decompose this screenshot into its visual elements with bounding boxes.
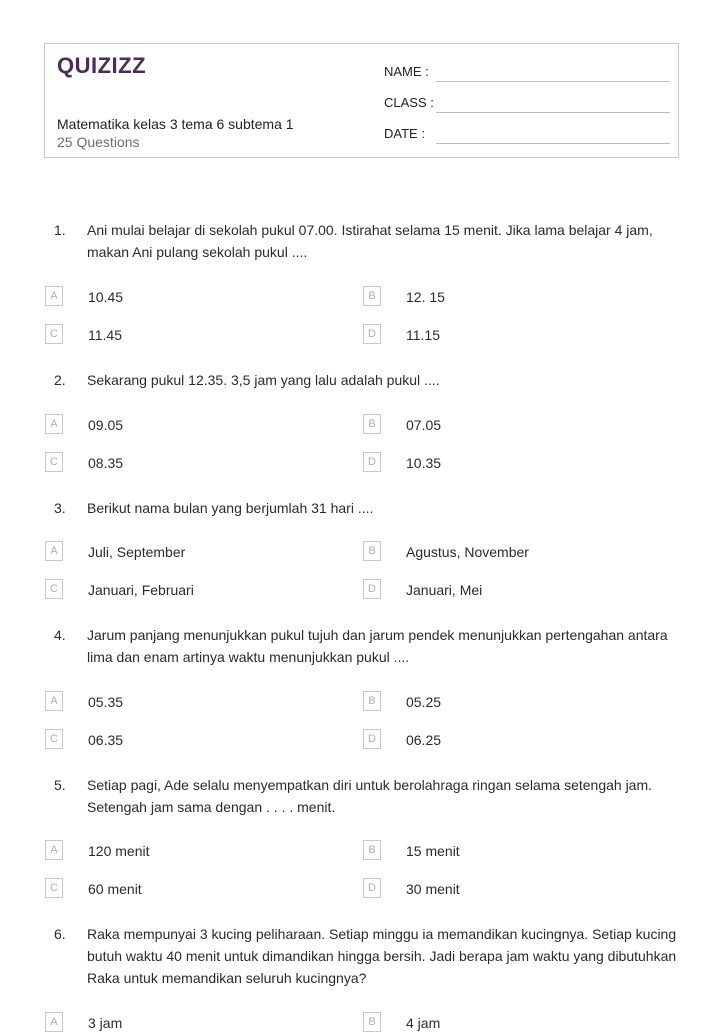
option-text: Januari, Februari — [88, 582, 194, 598]
option-letter-box: A — [45, 541, 63, 561]
option-text: 12. 15 — [406, 289, 445, 305]
option-letter-box: C — [45, 878, 63, 898]
class-line — [436, 112, 670, 113]
option-text: Juli, September — [88, 544, 186, 560]
option-letter-box: B — [363, 414, 381, 434]
option-letter-box: C — [45, 324, 63, 344]
class-field[interactable] — [384, 95, 670, 115]
option-letter-box: C — [45, 729, 63, 749]
option-letter-box: B — [363, 840, 381, 860]
option-letter-box: A — [45, 414, 63, 434]
option-text: Januari, Mei — [406, 582, 483, 598]
option-text: 4 jam — [406, 1015, 441, 1031]
date-line — [436, 143, 670, 144]
question-text: Raka mempunyai 3 kucing peliharaan. Setiap minggu ia memandikan kucingnya. Setiap kucing butuh waktu 40 menit untuk dimandikan hingga bersih. Jadi berapa jam waktu yang dibutuhkan Raka untuk memandikan seluruh kucingnya? — [87, 926, 677, 986]
question-count: 25 Questions — [57, 134, 140, 150]
question-text: Jarum panjang menunjukkan pukul tujuh dan jarum pendek menunjukkan pertengahan antara lima dan enam artinya waktu menunjukkan pukul .... — [87, 627, 668, 665]
option-text: 05.25 — [406, 694, 442, 710]
option-text: 10.45 — [88, 289, 124, 305]
option-letter-box: B — [363, 691, 381, 711]
option-text: 10.35 — [406, 455, 442, 471]
worksheet-title: Matematika kelas 3 tema 6 subtema 1 — [57, 116, 294, 132]
option-text: 06.25 — [406, 732, 442, 748]
option-letter-box: D — [363, 579, 381, 599]
question-number: 5. — [54, 777, 66, 793]
name-label: NAME : — [384, 64, 429, 79]
question-text: Ani mulai belajar di sekolah pukul 07.00. Istirahat selama 15 menit. Jika lama belajar 4 jam, makan Ani pulang sekolah pukul .... — [87, 222, 653, 260]
option-text: 08.35 — [88, 455, 124, 471]
option-text: 120 menit — [88, 843, 150, 859]
option-letter-box: A — [45, 1012, 63, 1032]
question-text: Berikut nama bulan yang berjumlah 31 hari .... — [87, 500, 374, 516]
option-text: 3 jam — [88, 1015, 123, 1031]
question-number: 2. — [54, 372, 66, 388]
option-text: 15 menit — [406, 843, 460, 859]
date-field[interactable] — [384, 126, 670, 146]
question-text: Setiap pagi, Ade selalu menyempatkan diri untuk berolahraga ringan selama setengah jam. Setengah jam sama dengan . . . . menit. — [87, 777, 653, 815]
name-field[interactable] — [384, 64, 670, 84]
option-text: 30 menit — [406, 881, 460, 897]
option-text: 09.05 — [88, 417, 124, 433]
option-letter-box: D — [363, 878, 381, 898]
name-line — [436, 81, 670, 82]
option-text: 06.35 — [88, 732, 124, 748]
option-letter-box: A — [45, 286, 63, 306]
class-label: CLASS : — [384, 95, 434, 110]
question-number: 1. — [54, 222, 66, 238]
option-text: 07.05 — [406, 417, 442, 433]
option-text: Agustus, November — [406, 544, 529, 560]
option-text: 11.45 — [88, 327, 122, 343]
option-letter-box: B — [363, 1012, 381, 1032]
option-letter-box: C — [45, 452, 63, 472]
option-letter-box: B — [363, 286, 381, 306]
option-letter-box: D — [363, 729, 381, 749]
date-label: DATE : — [384, 126, 425, 141]
option-text: 11.15 — [406, 327, 440, 343]
question-number: 6. — [54, 926, 66, 942]
quizizz-logo: QUIZIZZ — [57, 53, 147, 78]
option-text: 05.35 — [88, 694, 124, 710]
option-letter-box: B — [363, 541, 381, 561]
option-letter-box: D — [363, 324, 381, 344]
option-letter-box: A — [45, 691, 63, 711]
option-letter-box: D — [363, 452, 381, 472]
question-number: 3. — [54, 500, 66, 516]
option-letter-box: C — [45, 579, 63, 599]
worksheet-header — [44, 43, 679, 158]
question-text: Sekarang pukul 12.35. 3,5 jam yang lalu adalah pukul .... — [87, 372, 440, 388]
option-text: 60 menit — [88, 881, 142, 897]
option-letter-box: A — [45, 840, 63, 860]
question-number: 4. — [54, 627, 66, 643]
